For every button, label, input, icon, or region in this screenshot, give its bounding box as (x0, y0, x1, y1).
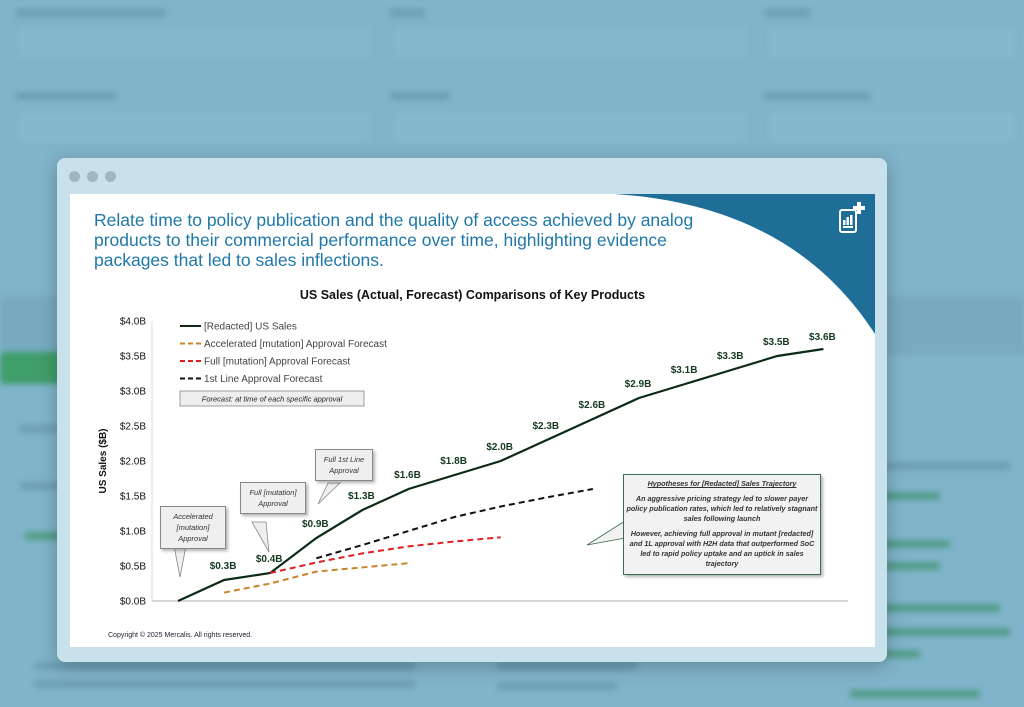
series-line-2 (270, 537, 501, 573)
y-tick-label: $4.0B (119, 316, 146, 328)
image-preview-modal (57, 158, 887, 662)
data-label: $2.6B (578, 400, 606, 411)
legend-entry: Full [mutation] Approval Forecast (204, 356, 351, 368)
data-label: $2.3B (532, 421, 560, 432)
callout-pointer (252, 522, 269, 552)
data-label: $0.9B (301, 519, 329, 530)
y-axis-label: US Sales ($B) (98, 428, 109, 494)
action-button[interactable] (0, 352, 64, 384)
data-label: $3.1B (670, 365, 698, 376)
y-tick-label: $3.0B (119, 386, 146, 398)
filter-select[interactable] (16, 110, 373, 144)
y-tick-label: $0.0B (119, 596, 146, 608)
hypotheses-box (623, 474, 821, 575)
y-tick-label: $2.0B (119, 456, 146, 468)
filter-input[interactable] (16, 26, 373, 60)
data-label: $1.8B (440, 456, 467, 467)
filter-select[interactable] (392, 26, 749, 60)
forecast-note: Forecast: at time of each specific approval (201, 394, 343, 404)
hypothesis-1: An aggressive pricing strategy led to slower payer policy publication rates, which led to relatively stagnant sales following launch (626, 494, 818, 523)
data-label: $1.3B (348, 491, 375, 502)
data-label: $0.4B (255, 554, 283, 565)
data-label: $2.9B (624, 379, 652, 390)
legend-entry: 1st Line Approval Forecast (204, 374, 323, 385)
filter-select[interactable] (766, 110, 1018, 144)
data-label: $2.0B (486, 442, 514, 453)
y-tick-label: $1.0B (119, 526, 146, 538)
y-tick-label: $0.5B (119, 561, 146, 573)
legend-entry: [Redacted] US Sales (204, 321, 297, 333)
callout-accelerated-approval: Accelerated [mutation] Approval (160, 506, 226, 549)
copyright: Copyright © 2025 Mercalis. All rights reserved. (108, 632, 253, 639)
window-close-dot[interactable] (69, 171, 80, 182)
chart-title: US Sales (Actual, Forecast) Comparisons of Key Products (299, 288, 646, 302)
y-tick-label: $3.5B (119, 351, 146, 363)
window-minimize-dot[interactable] (87, 171, 98, 182)
data-label: $3.6B (809, 332, 836, 343)
callout-first-line-approval: Full 1st Line Approval (315, 449, 373, 481)
callout-pointer (174, 546, 186, 577)
slide-headline: Relate time to policy publication and the quality of access achieved by analog products to their commercial performance over time, highlighting evidence packages that led to sales inflections. (94, 210, 694, 270)
callout-pointer (318, 483, 340, 504)
sales-line-chart (70, 194, 875, 647)
hypotheses-title: Hypotheses for [Redacted] Sales Trajectory (647, 479, 797, 488)
series-line-1 (224, 563, 408, 592)
hypotheses-pointer (587, 521, 625, 545)
data-label: $3.5B (762, 337, 790, 348)
filter-select[interactable] (392, 110, 749, 144)
data-label: $1.6B (394, 470, 421, 481)
data-label: $3.3B (716, 351, 744, 362)
legend-entry: Accelerated [mutation] Approval Forecast (204, 339, 387, 350)
data-label: $0.3B (209, 561, 237, 572)
filter-select[interactable] (766, 26, 1018, 60)
callout-full-approval: Full [mutation] Approval (240, 482, 306, 514)
window-maximize-dot[interactable] (105, 171, 116, 182)
hypothesis-2: However, achieving full approval in mutant [redacted] and 1L approval with H2H data that outperformed SoC led to rapid policy uptake and an uptick in sales trajectory (629, 529, 815, 568)
slide (70, 194, 875, 647)
y-tick-label: $2.5B (119, 421, 146, 433)
y-tick-label: $1.5B (119, 491, 146, 503)
